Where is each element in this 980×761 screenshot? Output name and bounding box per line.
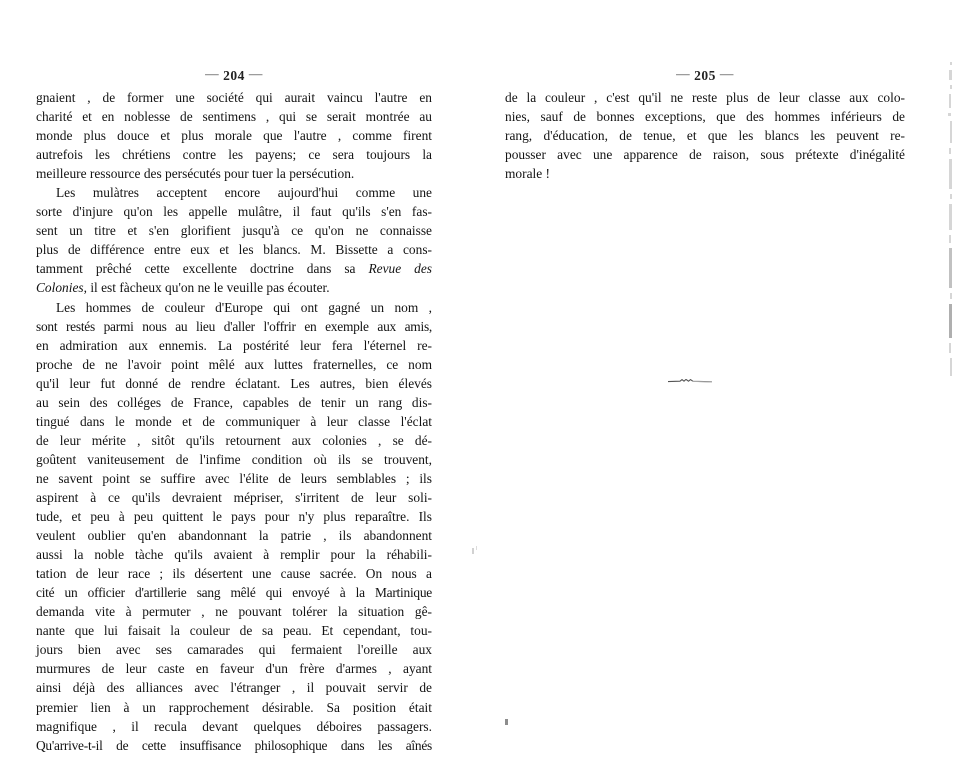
text-line-with-italic-title — [36, 259, 432, 278]
text-line: pousser avec une apparence de raison, sous prétexte d'inégalité — [505, 147, 905, 163]
scan-speck — [476, 546, 477, 550]
right-page-textblock — [505, 88, 905, 183]
paragraph — [36, 183, 432, 297]
text-line: tingué dans le monde et de communiquer à leur classe l'éclat — [36, 413, 432, 429]
folio-rule-right: — — [248, 66, 263, 81]
text-line-body: , il est fàcheux qu'on ne le veuille pas écouter. — [83, 280, 330, 296]
italic-journal-title: Revue des — [368, 261, 432, 277]
text-line: sent un titre et s'en glorifient jusqu'à ce qu'on ne connaisse — [36, 223, 432, 239]
text-line — [36, 183, 432, 202]
paragraph — [36, 88, 432, 183]
text-line: qu'il leur fut donné de rendre éclatant. Les autres, bien élevés — [36, 375, 432, 391]
text-line: sorte d'injure qu'on les appelle mulâtre, il faut qu'ils s'en fas- — [36, 204, 432, 220]
folio-rule-left: — — [676, 66, 691, 81]
folio-right — [505, 68, 905, 84]
text-line: sont restés parmi nous au lieu d'aller l'offrir en exemple aux amis, — [36, 318, 432, 334]
text-line: meilleure ressource des persécutés pour tuer la persécution. — [36, 166, 355, 182]
text-line: rang, d'éducation, de tenue, et que les blancs les peuvent re- — [505, 128, 905, 144]
text-line: veulent oublier qu'en abandonnant la patrie , ils abandonnent — [36, 528, 432, 544]
text-line: tation de leur race ; ils désertent une cause sacrée. On nous a — [36, 566, 432, 582]
left-page — [36, 0, 432, 761]
text-line: cité un officier d'artillerie sang mêlé qui envoyé à la Martinique — [36, 585, 432, 601]
text-line: plus de différence entre eux et les blancs. M. Bissette a cons- — [36, 242, 432, 258]
text-line: Qu'arrive-t-il de cette insuffisance philosophique dans les aînés — [36, 737, 432, 753]
folio-left — [36, 68, 432, 84]
text-line: ainsi déjà des alliances avec l'étranger , il pouvait servir de — [36, 680, 432, 696]
text-line: premier lien à un rapprochement désirable. Sa position était — [36, 699, 432, 715]
text-line: demanda vite à permuter , ne pouvant tolérer la situation gê- — [36, 604, 432, 620]
text-line: jours bien avec ses camarades qui fermaient l'oreille aux — [36, 642, 432, 658]
scan-margin-noise — [948, 62, 954, 662]
folio-rule-right: — — [719, 66, 734, 81]
text-line: proche de ne l'avoir point mêlé aux luttes fraternelles, ce nom — [36, 356, 432, 372]
text-line-body: Les mulàtres acceptent encore aujourd'hui comme une — [56, 185, 432, 201]
text-line: de la couleur , c'est qu'il ne reste plus de leur classe aux colo- — [505, 90, 905, 105]
text-line: magnifique , il recula devant quelques déboires passagers. — [36, 718, 432, 734]
text-line: monde plus douce et plus morale que l'autre , comme firent — [36, 128, 432, 144]
text-line-body: tamment prêché cette excellente doctrine dans sa — [36, 261, 369, 277]
text-line: gnaient , de former une société qui aurait vaincu l'autre en — [36, 90, 432, 105]
text-line: tude, et peu à peu quittent le pays pour n'y plus reparaître. Ils — [36, 509, 432, 525]
text-line: aspirent à ce qu'ils devraient mépriser, s'irritent de leur soli- — [36, 489, 432, 505]
text-line: morale ! — [505, 166, 550, 182]
paragraph — [36, 298, 432, 755]
text-line: murmures de leur caste en faveur d'un frère d'armes , ayant — [36, 661, 432, 677]
left-page-textblock — [36, 88, 432, 755]
text-line: en admiration aux ennemis. La postérité leur fera l'éternel re- — [36, 337, 432, 353]
text-line: ne savent point se suffire avec l'élite de leurs semblables ; ils — [36, 470, 432, 486]
text-line: goûtent vaniteusement de l'infime condition où ils se trouvent, — [36, 451, 432, 467]
folio-rule-left: — — [205, 66, 220, 81]
text-line: aussi la noble tàche qu'ils avaient à remplir pour la réhabili- — [36, 547, 432, 563]
text-line: nies, sauf de bonnes exceptions, que des hommes inférieurs de — [505, 109, 905, 125]
scan-speck — [472, 548, 474, 554]
text-line: nante que lui faisait la couleur de sa peau. Et cependant, tou- — [36, 623, 432, 639]
page-number-right: 205 — [694, 68, 716, 83]
text-line-body: Les hommes de couleur d'Europe qui ont gagné un nom , — [56, 299, 432, 315]
text-line-with-italic-title — [36, 278, 432, 297]
text-line: de leur mérite , sitôt qu'ils retournent aux colonies , se dé- — [36, 432, 432, 448]
text-line: autrefois les chrétiens contre les payens; ce sera toujours la — [36, 147, 432, 163]
page-number-left: 204 — [223, 68, 245, 83]
paragraph — [505, 88, 905, 183]
right-page — [505, 0, 905, 761]
italic-journal-title-cont: Colonies — [36, 280, 84, 296]
text-line — [36, 298, 432, 317]
text-line: charité et en noblesse de sentimens , qui se serait montrée au — [36, 109, 432, 125]
text-line: au sein des colléges de France, capables de tenir un rang dis- — [36, 394, 432, 410]
